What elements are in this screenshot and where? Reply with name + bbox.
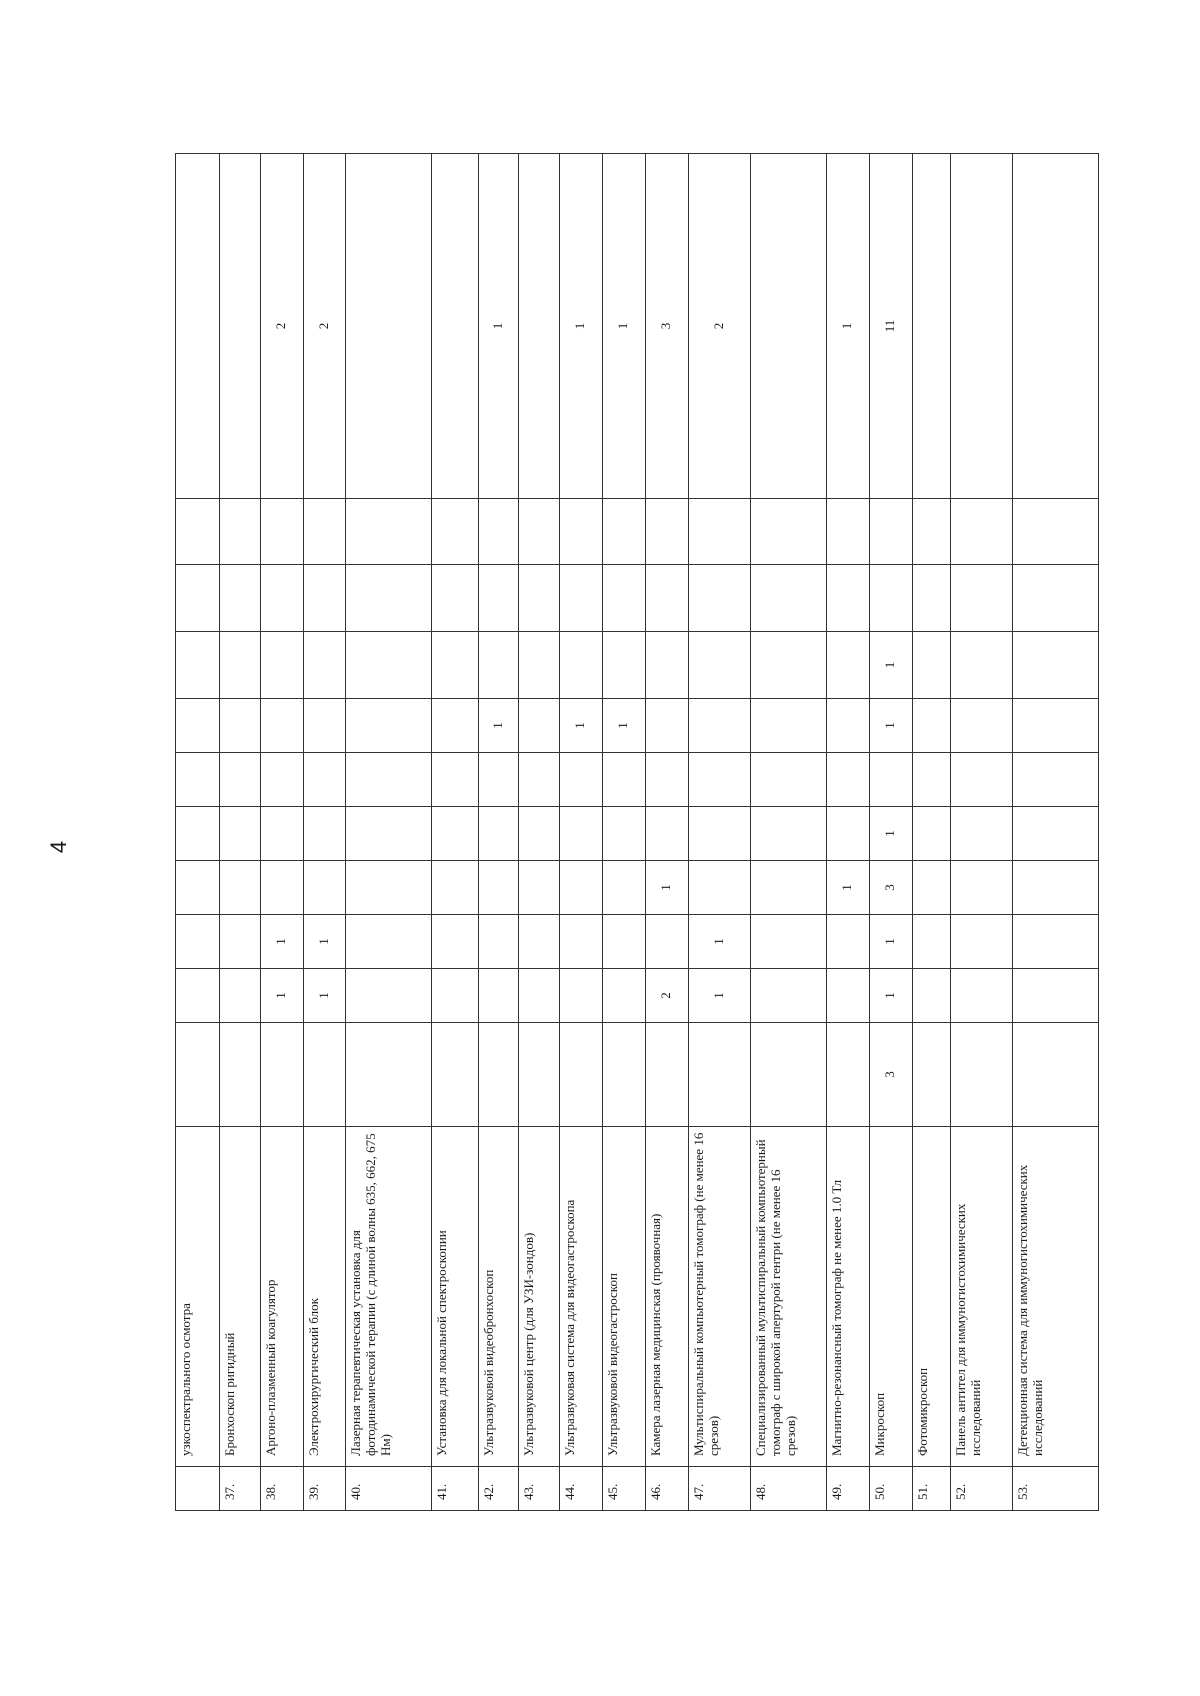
quantity-cell bbox=[346, 699, 432, 753]
table-row bbox=[220, 154, 261, 1511]
quantity-cell bbox=[176, 807, 220, 861]
table-row bbox=[750, 154, 826, 1511]
quantity-cell bbox=[519, 499, 560, 565]
quantity-cell bbox=[645, 915, 688, 969]
quantity-cell bbox=[645, 1023, 688, 1127]
quantity-cell bbox=[750, 969, 826, 1023]
quantity-cell bbox=[688, 753, 750, 807]
quantity-cell: 1 bbox=[869, 632, 912, 699]
quantity-cell bbox=[950, 699, 1012, 753]
quantity-cell bbox=[950, 861, 1012, 915]
quantity-cell bbox=[432, 1023, 479, 1127]
total-cell bbox=[346, 154, 432, 499]
quantity-cell bbox=[220, 1023, 261, 1127]
quantity-cell bbox=[826, 699, 869, 753]
quantity-cell bbox=[346, 632, 432, 699]
quantity-cell bbox=[602, 565, 645, 632]
quantity-cell: 1 bbox=[688, 915, 750, 969]
quantity-cell bbox=[432, 499, 479, 565]
quantity-cell bbox=[750, 861, 826, 915]
total-cell: 1 bbox=[602, 154, 645, 499]
quantity-cell bbox=[478, 861, 519, 915]
quantity-cell bbox=[869, 565, 912, 632]
quantity-cell bbox=[826, 969, 869, 1023]
quantity-cell bbox=[519, 807, 560, 861]
quantity-cell bbox=[346, 807, 432, 861]
quantity-cell bbox=[220, 969, 261, 1023]
quantity-cell bbox=[519, 969, 560, 1023]
equipment-table-rotated bbox=[175, 173, 1099, 1511]
quantity-cell bbox=[1012, 1023, 1098, 1127]
row-number: 37. bbox=[220, 1467, 261, 1511]
quantity-cell bbox=[432, 565, 479, 632]
quantity-cell bbox=[220, 499, 261, 565]
row-number: 45. bbox=[602, 1467, 645, 1511]
quantity-cell bbox=[346, 565, 432, 632]
quantity-cell bbox=[750, 1023, 826, 1127]
quantity-cell bbox=[912, 632, 950, 699]
quantity-cell bbox=[303, 565, 346, 632]
quantity-cell bbox=[559, 565, 602, 632]
row-number: 51. bbox=[912, 1467, 950, 1511]
quantity-cell bbox=[826, 807, 869, 861]
quantity-cell: 3 bbox=[869, 1023, 912, 1127]
quantity-cell: 1 bbox=[260, 915, 303, 969]
quantity-cell bbox=[688, 499, 750, 565]
quantity-cell bbox=[303, 632, 346, 699]
quantity-cell bbox=[220, 753, 261, 807]
total-cell bbox=[912, 154, 950, 499]
table-row bbox=[826, 154, 869, 1511]
quantity-cell bbox=[1012, 915, 1098, 969]
quantity-cell bbox=[432, 915, 479, 969]
quantity-cell bbox=[912, 499, 950, 565]
quantity-cell bbox=[750, 499, 826, 565]
quantity-cell bbox=[826, 499, 869, 565]
quantity-cell bbox=[519, 861, 560, 915]
quantity-cell bbox=[478, 499, 519, 565]
quantity-cell bbox=[950, 969, 1012, 1023]
quantity-cell bbox=[826, 753, 869, 807]
quantity-cell bbox=[176, 915, 220, 969]
quantity-cell bbox=[432, 861, 479, 915]
quantity-cell bbox=[645, 807, 688, 861]
table-row bbox=[432, 154, 479, 1511]
quantity-cell bbox=[303, 499, 346, 565]
quantity-cell bbox=[220, 807, 261, 861]
equipment-name: Магнитно-резонансный томограф не менее 1.0 Тл bbox=[826, 1127, 869, 1467]
quantity-cell bbox=[519, 915, 560, 969]
quantity-cell bbox=[912, 861, 950, 915]
equipment-name: Установка для локальной спектроскопии bbox=[432, 1127, 479, 1467]
quantity-cell bbox=[688, 1023, 750, 1127]
quantity-cell bbox=[432, 699, 479, 753]
quantity-cell bbox=[176, 499, 220, 565]
quantity-cell bbox=[912, 915, 950, 969]
quantity-cell bbox=[869, 753, 912, 807]
quantity-cell bbox=[688, 632, 750, 699]
equipment-name: Фотомикроскоп bbox=[912, 1127, 950, 1467]
quantity-cell bbox=[602, 807, 645, 861]
quantity-cell bbox=[912, 753, 950, 807]
quantity-cell bbox=[220, 915, 261, 969]
quantity-cell bbox=[260, 753, 303, 807]
quantity-cell bbox=[869, 499, 912, 565]
row-number: 48. bbox=[750, 1467, 826, 1511]
quantity-cell: 1 bbox=[260, 969, 303, 1023]
quantity-cell bbox=[478, 565, 519, 632]
quantity-cell bbox=[260, 1023, 303, 1127]
row-number: 53. bbox=[1012, 1467, 1098, 1511]
quantity-cell bbox=[260, 699, 303, 753]
quantity-cell bbox=[602, 915, 645, 969]
quantity-cell bbox=[559, 969, 602, 1023]
quantity-cell bbox=[220, 565, 261, 632]
quantity-cell bbox=[602, 969, 645, 1023]
quantity-cell bbox=[559, 807, 602, 861]
quantity-cell: 2 bbox=[645, 969, 688, 1023]
quantity-cell bbox=[478, 632, 519, 699]
quantity-cell bbox=[602, 1023, 645, 1127]
quantity-cell bbox=[346, 753, 432, 807]
quantity-cell bbox=[260, 499, 303, 565]
quantity-cell bbox=[346, 1023, 432, 1127]
row-number: 52. bbox=[950, 1467, 1012, 1511]
quantity-cell: 1 bbox=[826, 861, 869, 915]
equipment-name: узкоспектрального осмотра bbox=[176, 1127, 220, 1467]
equipment-name: Камера лазерная медицинская (проявочная) bbox=[645, 1127, 688, 1467]
quantity-cell: 1 bbox=[688, 969, 750, 1023]
table-row bbox=[303, 154, 346, 1511]
quantity-cell bbox=[559, 861, 602, 915]
total-cell bbox=[750, 154, 826, 499]
total-cell bbox=[220, 154, 261, 499]
quantity-cell bbox=[432, 632, 479, 699]
total-cell bbox=[176, 154, 220, 499]
quantity-cell bbox=[750, 753, 826, 807]
table-row bbox=[602, 154, 645, 1511]
row-number: 50. bbox=[869, 1467, 912, 1511]
quantity-cell bbox=[303, 753, 346, 807]
table-row bbox=[519, 154, 560, 1511]
page-number: 4 bbox=[46, 840, 71, 854]
quantity-cell bbox=[950, 753, 1012, 807]
quantity-cell bbox=[176, 632, 220, 699]
table-row bbox=[478, 154, 519, 1511]
quantity-cell: 1 bbox=[602, 699, 645, 753]
quantity-cell bbox=[1012, 807, 1098, 861]
row-number: 40. bbox=[346, 1467, 432, 1511]
quantity-cell bbox=[303, 807, 346, 861]
quantity-cell bbox=[176, 753, 220, 807]
equipment-table bbox=[175, 153, 1099, 1511]
quantity-cell bbox=[750, 632, 826, 699]
quantity-cell bbox=[602, 499, 645, 565]
quantity-cell bbox=[303, 861, 346, 915]
quantity-cell bbox=[559, 499, 602, 565]
table-row bbox=[1012, 154, 1098, 1511]
quantity-cell bbox=[260, 565, 303, 632]
quantity-cell: 1 bbox=[303, 915, 346, 969]
quantity-cell bbox=[602, 632, 645, 699]
quantity-cell bbox=[432, 807, 479, 861]
quantity-cell bbox=[912, 807, 950, 861]
total-cell bbox=[519, 154, 560, 499]
quantity-cell bbox=[750, 915, 826, 969]
quantity-cell bbox=[645, 753, 688, 807]
quantity-cell bbox=[176, 861, 220, 915]
quantity-cell bbox=[346, 915, 432, 969]
quantity-cell bbox=[950, 1023, 1012, 1127]
equipment-name: Лазерная терапевтическая установка для фотодинамической терапии (с длиной волны 635, 662, 675 Нм) bbox=[346, 1127, 432, 1467]
quantity-cell bbox=[176, 1023, 220, 1127]
quantity-cell bbox=[220, 699, 261, 753]
quantity-cell bbox=[750, 565, 826, 632]
equipment-name: Электрохирургический блок bbox=[303, 1127, 346, 1467]
quantity-cell bbox=[303, 699, 346, 753]
quantity-cell bbox=[912, 1023, 950, 1127]
table-row bbox=[688, 154, 750, 1511]
quantity-cell bbox=[478, 1023, 519, 1127]
quantity-cell bbox=[559, 632, 602, 699]
row-number: 43. bbox=[519, 1467, 560, 1511]
quantity-cell bbox=[478, 807, 519, 861]
quantity-cell: 3 bbox=[869, 861, 912, 915]
row-number: 44. bbox=[559, 1467, 602, 1511]
quantity-cell bbox=[688, 565, 750, 632]
quantity-cell bbox=[950, 565, 1012, 632]
total-cell: 11 bbox=[869, 154, 912, 499]
quantity-cell: 1 bbox=[559, 699, 602, 753]
quantity-cell bbox=[478, 753, 519, 807]
quantity-cell bbox=[1012, 632, 1098, 699]
total-cell bbox=[950, 154, 1012, 499]
table-row bbox=[346, 154, 432, 1511]
equipment-name: Ультразвуковой центр (для УЗИ-зондов) bbox=[519, 1127, 560, 1467]
quantity-cell bbox=[519, 753, 560, 807]
quantity-cell bbox=[1012, 699, 1098, 753]
total-cell: 2 bbox=[688, 154, 750, 499]
row-number: 47. bbox=[688, 1467, 750, 1511]
quantity-cell bbox=[220, 861, 261, 915]
quantity-cell: 1 bbox=[869, 969, 912, 1023]
total-cell: 1 bbox=[826, 154, 869, 499]
quantity-cell bbox=[826, 1023, 869, 1127]
table-row bbox=[176, 154, 220, 1511]
quantity-cell bbox=[1012, 861, 1098, 915]
quantity-cell bbox=[260, 632, 303, 699]
quantity-cell bbox=[645, 499, 688, 565]
total-cell: 3 bbox=[645, 154, 688, 499]
quantity-cell: 1 bbox=[869, 915, 912, 969]
equipment-name: Детекционная система для иммуногистохимических исследований bbox=[1012, 1127, 1098, 1467]
quantity-cell bbox=[432, 753, 479, 807]
quantity-cell bbox=[912, 969, 950, 1023]
equipment-name: Бронхоскоп ригидный bbox=[220, 1127, 261, 1467]
quantity-cell bbox=[645, 565, 688, 632]
quantity-cell bbox=[260, 861, 303, 915]
quantity-cell bbox=[559, 1023, 602, 1127]
quantity-cell: 1 bbox=[303, 969, 346, 1023]
quantity-cell bbox=[950, 915, 1012, 969]
quantity-cell bbox=[1012, 565, 1098, 632]
quantity-cell bbox=[176, 699, 220, 753]
row-number: 39. bbox=[303, 1467, 346, 1511]
quantity-cell bbox=[645, 632, 688, 699]
equipment-name: Аргоно-плазменный коагулятор bbox=[260, 1127, 303, 1467]
quantity-cell bbox=[346, 969, 432, 1023]
total-cell bbox=[432, 154, 479, 499]
equipment-name: Ультразвуковая система для видеогастроскопа bbox=[559, 1127, 602, 1467]
total-cell bbox=[1012, 154, 1098, 499]
equipment-name: Мультиспиральный компьютерный томограф (не менее 16 срезов) bbox=[688, 1127, 750, 1467]
quantity-cell bbox=[519, 632, 560, 699]
quantity-cell bbox=[645, 699, 688, 753]
table-row bbox=[260, 154, 303, 1511]
quantity-cell bbox=[519, 1023, 560, 1127]
quantity-cell bbox=[478, 915, 519, 969]
quantity-cell bbox=[559, 915, 602, 969]
total-cell: 1 bbox=[478, 154, 519, 499]
quantity-cell bbox=[950, 807, 1012, 861]
total-cell: 1 bbox=[559, 154, 602, 499]
quantity-cell bbox=[912, 699, 950, 753]
quantity-cell bbox=[346, 861, 432, 915]
quantity-cell bbox=[1012, 499, 1098, 565]
quantity-cell bbox=[912, 565, 950, 632]
quantity-cell bbox=[602, 753, 645, 807]
row-number: 38. bbox=[260, 1467, 303, 1511]
quantity-cell bbox=[688, 699, 750, 753]
quantity-cell bbox=[826, 915, 869, 969]
row-number: 46. bbox=[645, 1467, 688, 1511]
quantity-cell bbox=[260, 807, 303, 861]
row-number: 41. bbox=[432, 1467, 479, 1511]
total-cell: 2 bbox=[303, 154, 346, 499]
quantity-cell bbox=[826, 565, 869, 632]
table-row bbox=[950, 154, 1012, 1511]
equipment-name: Специализированный мультиспиральный компьютерный томограф с широкой апертурой гентри (не менее 16 срезов) bbox=[750, 1127, 826, 1467]
equipment-name: Панель антител для иммуногистохимических исследований bbox=[950, 1127, 1012, 1467]
quantity-cell bbox=[688, 861, 750, 915]
quantity-cell bbox=[950, 499, 1012, 565]
row-number: 49. bbox=[826, 1467, 869, 1511]
equipment-name: Ультразвуковой видеобронхоскоп bbox=[478, 1127, 519, 1467]
equipment-name: Микроскоп bbox=[869, 1127, 912, 1467]
quantity-cell bbox=[750, 807, 826, 861]
row-number: 42. bbox=[478, 1467, 519, 1511]
quantity-cell bbox=[602, 861, 645, 915]
table-row bbox=[912, 154, 950, 1511]
table-row bbox=[645, 154, 688, 1511]
quantity-cell bbox=[346, 499, 432, 565]
quantity-cell bbox=[519, 565, 560, 632]
quantity-cell: 1 bbox=[478, 699, 519, 753]
quantity-cell: 1 bbox=[645, 861, 688, 915]
quantity-cell bbox=[519, 699, 560, 753]
quantity-cell bbox=[303, 1023, 346, 1127]
quantity-cell bbox=[826, 632, 869, 699]
quantity-cell bbox=[176, 565, 220, 632]
quantity-cell bbox=[176, 969, 220, 1023]
quantity-cell bbox=[478, 969, 519, 1023]
quantity-cell bbox=[950, 632, 1012, 699]
quantity-cell bbox=[688, 807, 750, 861]
equipment-name: Ультразвуковой видеогастроскоп bbox=[602, 1127, 645, 1467]
quantity-cell bbox=[1012, 753, 1098, 807]
quantity-cell bbox=[750, 699, 826, 753]
quantity-cell bbox=[559, 753, 602, 807]
quantity-cell bbox=[220, 632, 261, 699]
quantity-cell bbox=[1012, 969, 1098, 1023]
table-row bbox=[869, 154, 912, 1511]
row-number bbox=[176, 1467, 220, 1511]
quantity-cell: 1 bbox=[869, 699, 912, 753]
table-row bbox=[559, 154, 602, 1511]
quantity-cell: 1 bbox=[869, 807, 912, 861]
total-cell: 2 bbox=[260, 154, 303, 499]
quantity-cell bbox=[432, 969, 479, 1023]
